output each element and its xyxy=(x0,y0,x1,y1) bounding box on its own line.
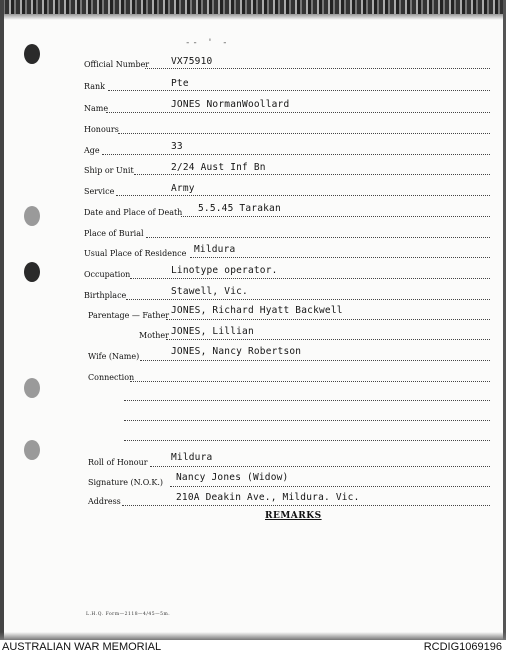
occupation-label: Occupation xyxy=(84,270,131,279)
archive-footer xyxy=(0,640,506,654)
scan-left-edge xyxy=(0,0,4,640)
ship-or-unit-label: Ship or Unit xyxy=(84,166,134,175)
scan-bottom-shadow xyxy=(0,632,506,640)
mother-label: Mother xyxy=(139,331,169,340)
roll-of-honour-value: Mildura xyxy=(171,452,213,463)
date-place-death-label: Date and Place of Death xyxy=(84,208,183,217)
field-rule xyxy=(190,257,490,258)
mother-value: JONES, Lillian xyxy=(171,326,254,337)
age-value: 33 xyxy=(171,141,183,152)
place-of-burial-label: Place of Burial xyxy=(84,229,144,238)
field-rule xyxy=(116,195,490,196)
connection-rule xyxy=(124,400,490,401)
field-rule xyxy=(146,237,490,238)
field-rule xyxy=(134,174,490,175)
scan-top-shadow xyxy=(0,14,506,20)
name-value: JONES NormanWoollard xyxy=(171,99,290,110)
service-value: Army xyxy=(171,183,195,194)
punch-hole-icon xyxy=(24,44,40,64)
ship-or-unit-value: 2/24 Aust Inf Bn xyxy=(171,162,266,173)
field-rule xyxy=(118,133,490,134)
punch-hole-icon xyxy=(24,440,40,460)
official-number-label: Official Number xyxy=(84,60,150,69)
age-label: Age xyxy=(84,146,100,155)
remarks-heading: REMARKS xyxy=(265,511,322,521)
punch-hole-icon xyxy=(24,262,40,282)
field-rule xyxy=(102,154,490,155)
signature-nok-value: Nancy Jones (Widow) xyxy=(176,472,289,483)
field-rule xyxy=(150,466,490,467)
punch-hole-icon xyxy=(24,378,40,398)
field-rule xyxy=(140,360,490,361)
rank-value: Pte xyxy=(171,78,189,89)
date-place-death-value: 5.5.45 Tarakan xyxy=(198,203,281,214)
connection-rule xyxy=(124,440,490,441)
field-rule xyxy=(145,68,490,69)
field-rule xyxy=(170,486,490,487)
address-value: 210A Deakin Ave., Mildura. Vic. xyxy=(176,492,360,503)
form-reference: L.H.Q. Form—2118—4/45—5m. xyxy=(86,612,171,617)
honours-label: Honours xyxy=(84,125,119,134)
wife-name-label: Wife (Name) xyxy=(88,352,140,361)
scan-top-edge xyxy=(0,0,506,14)
name-label: Name xyxy=(84,104,109,113)
address-label: Address xyxy=(88,497,121,506)
usual-residence-label: Usual Place of Residence xyxy=(84,249,187,258)
occupation-value: Linotype operator. xyxy=(171,265,278,276)
parentage-father-label: Parentage — Father xyxy=(88,311,170,320)
birthplace-label: Birthplace xyxy=(84,291,127,300)
rank-label: Rank xyxy=(84,82,105,91)
field-rule xyxy=(106,112,490,113)
field-rule xyxy=(122,505,490,506)
birthplace-value: Stawell, Vic. xyxy=(171,286,248,297)
field-rule xyxy=(130,278,490,279)
roll-of-honour-label: Roll of Honour xyxy=(88,458,148,467)
field-rule xyxy=(166,319,490,320)
field-rule xyxy=(126,299,490,300)
signature-nok-label: Signature (N.O.K.) xyxy=(88,478,163,487)
usual-residence-value: Mildura xyxy=(194,244,236,255)
service-label: Service xyxy=(84,187,115,196)
top-mark: -- ' - xyxy=(185,38,230,48)
official-number-value: VX75910 xyxy=(171,56,213,67)
field-rule xyxy=(166,339,490,340)
wife-name-value: JONES, Nancy Robertson xyxy=(171,346,302,357)
field-rule xyxy=(108,90,490,91)
field-rule xyxy=(181,216,490,217)
connection-rule xyxy=(124,420,490,421)
connection-label: Connection xyxy=(88,373,135,382)
punch-hole-icon xyxy=(24,206,40,226)
field-rule xyxy=(130,381,490,382)
archive-name: AUSTRALIAN WAR MEMORIAL xyxy=(2,641,162,653)
document-id: RCDIG1069196 xyxy=(423,641,502,653)
parentage-father-value: JONES, Richard Hyatt Backwell xyxy=(171,305,343,316)
